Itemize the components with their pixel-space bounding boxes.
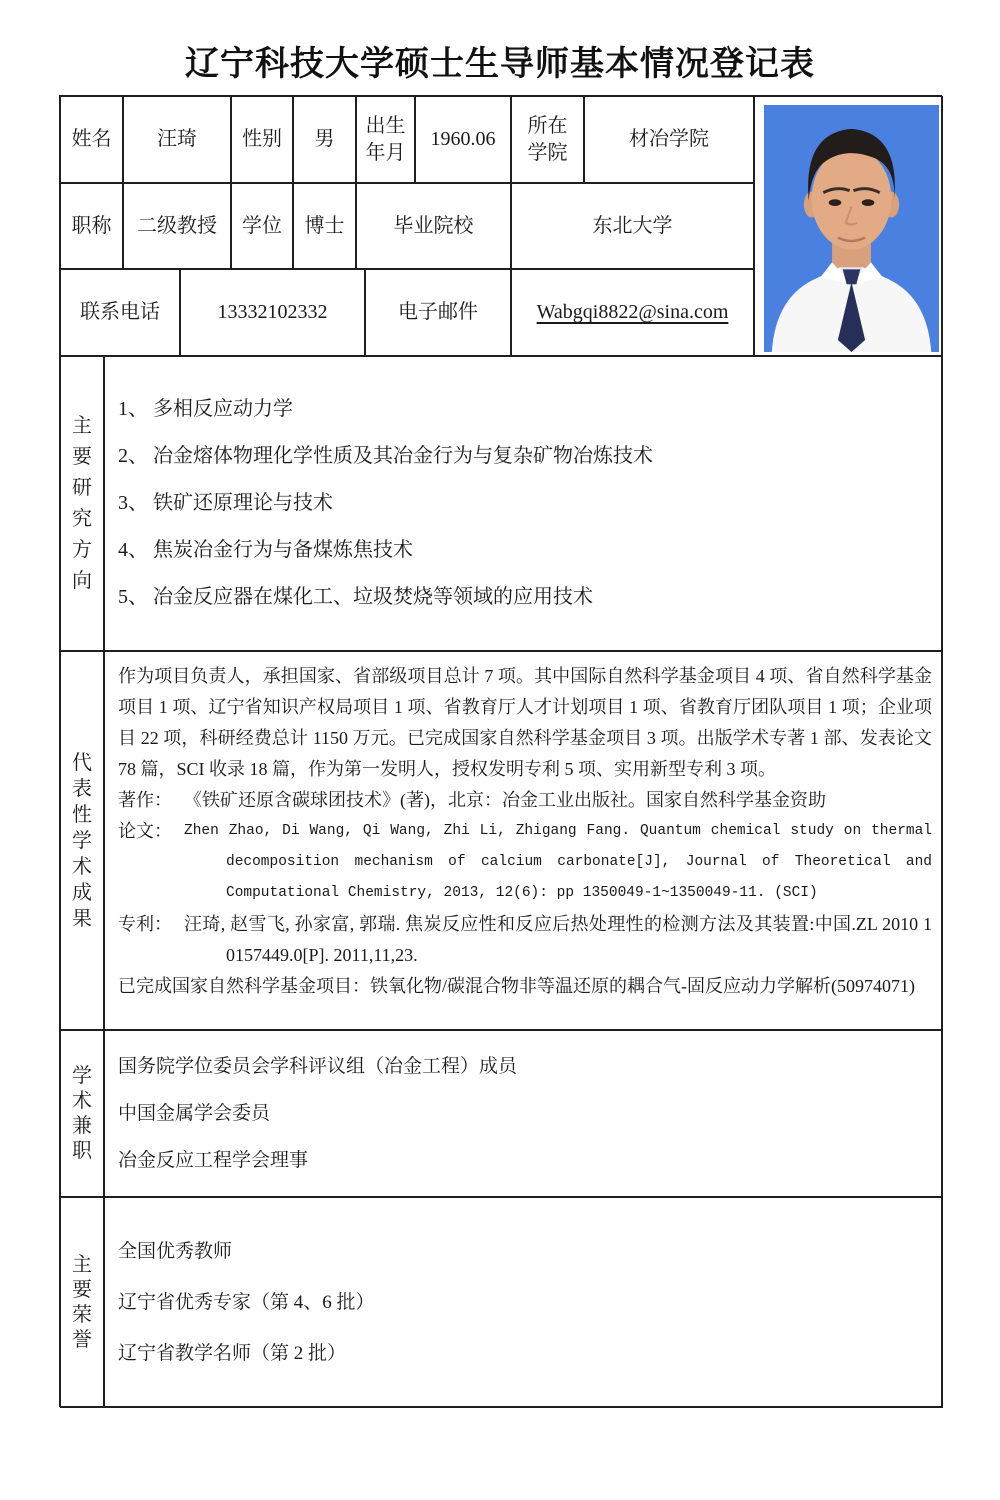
graduate-school-value: 东北大学 bbox=[511, 183, 754, 269]
patent-entry bbox=[118, 909, 932, 971]
phone-value: 13332102332 bbox=[180, 269, 365, 356]
degree-label: 学位 bbox=[231, 183, 293, 269]
birth-label: 出生年月 bbox=[356, 96, 415, 183]
email-label: 电子邮件 bbox=[365, 269, 511, 356]
id-photo bbox=[754, 96, 943, 356]
academic-positions-content bbox=[104, 1030, 943, 1197]
research-item: 3、 铁矿还原理论与技术 bbox=[118, 492, 333, 514]
book-entry-text: 《铁矿还原含碳球团技术》(著)，北京：冶金工业出版社。国家自然科学基金资助 bbox=[184, 790, 826, 810]
info-table bbox=[59, 95, 942, 1407]
research-item: 1、 多相反应动力学 bbox=[118, 398, 293, 420]
patent-entry-text: 汪琦, 赵雪飞, 孙家富, 郭瑞. 焦炭反应性和反应后热处理性的检测方法及其装置:中国.ZL 2010 1 0157449.0[P]. 2011,11,23. bbox=[184, 914, 932, 965]
page-title: 辽宁科技大学硕士生导师基本情况登记表 bbox=[185, 46, 815, 83]
book-entry bbox=[118, 785, 932, 816]
paper-entry-label: 论文： bbox=[118, 821, 172, 841]
research-item: 5、 冶金反应器在煤化工、垃圾焚烧等领域的应用技术 bbox=[118, 586, 593, 608]
birth-value: 1960.06 bbox=[415, 96, 511, 183]
honor-item: 全国优秀教师 bbox=[118, 1241, 233, 1262]
email-link[interactable]: Wabgqi8822@sina.com bbox=[536, 301, 729, 323]
graduate-school-label: 毕业院校 bbox=[356, 183, 511, 269]
paper-entry-text: Zhen Zhao, Di Wang, Qi Wang, Zhi Li, Zhigang Fang. Quantum chemical study on thermal decomposition mechanism of calcium carbonate[J], Journal of Theoretical and Computational Chemistry, 2013, 12(6): pp 1350049-1~1350049-11. (SCI) bbox=[184, 823, 932, 901]
name-label: 姓名 bbox=[60, 96, 123, 183]
job-title-value: 二级教授 bbox=[123, 183, 231, 269]
achievements-summary: 作为项目负责人，承担国家、省部级项目总计 7 项。其中国际自然科学基金项目 4 项、省自然科学基金项目 1 项、辽宁省知识产权局项目 1 项、省教育厅人才计划项目 1 项、省教育厅团队项目 1 项；企业项目 22 项，科研经费总计 1150 万元。已完成国家自然科学基金项目 3 项。出版学术专著 1 部、发表论文 78 篇，SCI 收录 18 篇，作为第一发明人，授权发明专利 5 项、实用新型专利 3 项。 bbox=[118, 666, 932, 779]
job-title-label: 职称 bbox=[60, 183, 123, 269]
email-value bbox=[511, 269, 754, 356]
research-directions-label: 主要研究方向 bbox=[60, 356, 104, 651]
research-directions-content bbox=[104, 356, 943, 651]
achievements-content bbox=[104, 651, 943, 1030]
degree-value: 博士 bbox=[293, 183, 356, 269]
honor-item: 辽宁省优秀专家（第 4、6 批） bbox=[118, 1292, 375, 1313]
gender-value: 男 bbox=[293, 96, 356, 183]
completed-project-line: 已完成国家自然科学基金项目：铁氧化物/碳混合物非等温还原的耦合气-固反应动力学解析(50974071) bbox=[118, 976, 915, 996]
position-item: 中国金属学会委员 bbox=[118, 1103, 271, 1124]
name-value: 汪琦 bbox=[123, 96, 231, 183]
research-item: 4、 焦炭冶金行为与备煤炼焦技术 bbox=[118, 539, 413, 561]
honor-item: 辽宁省教学名师（第 2 批） bbox=[118, 1343, 347, 1364]
book-entry-label: 著作： bbox=[118, 790, 172, 810]
patent-entry-label: 专利： bbox=[118, 914, 172, 934]
phone-label: 联系电话 bbox=[60, 269, 180, 356]
position-item: 国务院学位委员会学科评议组（冶金工程）成员 bbox=[118, 1056, 518, 1077]
achievements-label: 代表性学术成果 bbox=[60, 651, 104, 1030]
honors-label: 主要荣誉 bbox=[60, 1197, 104, 1408]
research-item: 2、 冶金熔体物理化学性质及其冶金行为与复杂矿物冶炼技术 bbox=[118, 445, 653, 467]
portrait-photo-graphic bbox=[764, 105, 939, 352]
academic-positions-label: 学术兼职 bbox=[60, 1030, 104, 1197]
position-item: 冶金反应工程学会理事 bbox=[118, 1150, 309, 1171]
gender-label: 性别 bbox=[231, 96, 293, 183]
paper-entry bbox=[118, 816, 932, 909]
college-value: 材冶学院 bbox=[584, 96, 754, 183]
honors-content bbox=[104, 1197, 943, 1408]
college-label: 所在学院 bbox=[511, 96, 584, 183]
